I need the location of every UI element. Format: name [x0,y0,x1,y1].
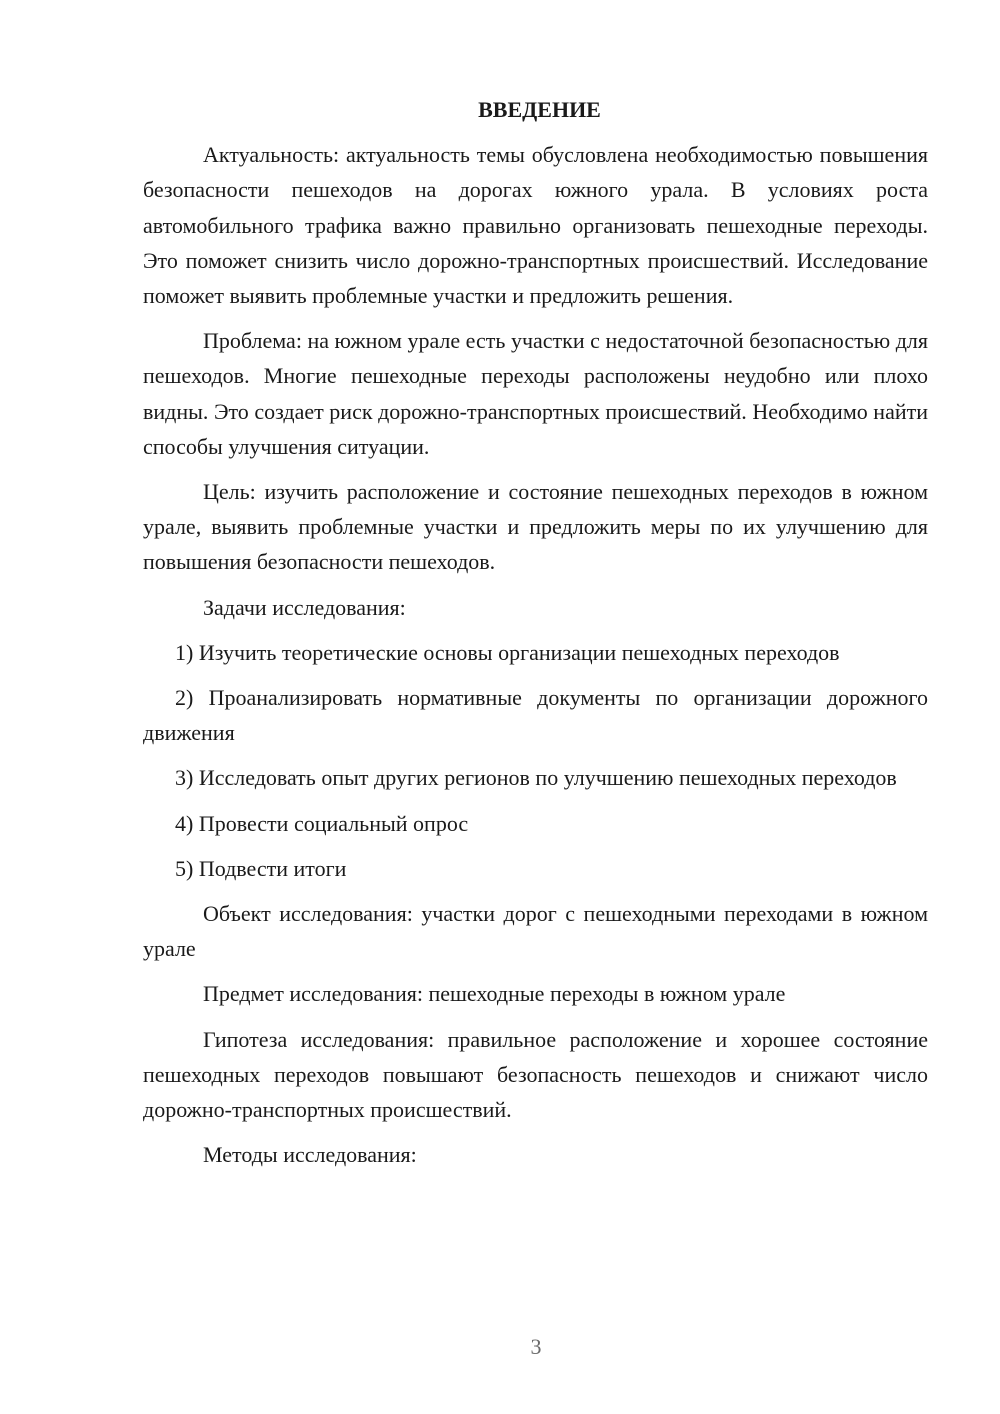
hypothesis-paragraph: Гипотеза исследования: правильное расположение и хорошее состояние пешеходных переходов повышают безопасность пешеходов и снижают число дорожно-транспортных происшествий. [143,1026,928,1123]
problem-paragraph: Проблема: на южном урале есть участки с недостаточной безопасностью для пешеходов. Многие пешеходные переходы расположены неудобно или плохо видны. Это создает риск дорожно-транспортных происшествий. Необходимо найти способы улучшения ситуации. [143,328,928,459]
page-title: ВВЕДЕНИЕ [478,97,601,122]
page-number: 3 [530,1334,542,1359]
task-item-5: 5) Подвести итоги [175,855,347,881]
goal-paragraph: Цель: изучить расположение и состояние пешеходных переходов в южном урале, выявить проблемные участки и предложить меры по их улучшению для повышения безопасности пешеходов. [143,479,928,575]
page-content [143,92,928,1182]
methods-heading: Методы исследования: [203,1142,417,1168]
task-item-2: 2) Проанализировать нормативные документы по организации дорожного движения [143,685,928,746]
task-item-4: 4) Провести социальный опрос [175,810,469,836]
subject-paragraph: Предмет исследования: пешеходные переходы в южном урале [203,981,786,1007]
task-item-1: 1) Изучить теоретические основы организации пешеходных переходов [175,639,840,665]
tasks-heading: Задачи исследования: [203,594,406,620]
object-paragraph: Объект исследования: участки дорог с пешеходными переходами в южном урале [143,901,928,962]
task-item-3: 3) Исследовать опыт других регионов по улучшению пешеходных переходов [175,765,897,791]
relevance-paragraph: Актуальность: актуальность темы обусловлена необходимостью повышения безопасности пешеходов на дорогах южного урала. В условиях роста автомобильного трафика важно правильно организовать пешеходные переходы. Это поможет снизить число дорожно-транспортных происшествий. Исследование поможет выявить проблемные участки и предложить решения. [143,142,928,309]
